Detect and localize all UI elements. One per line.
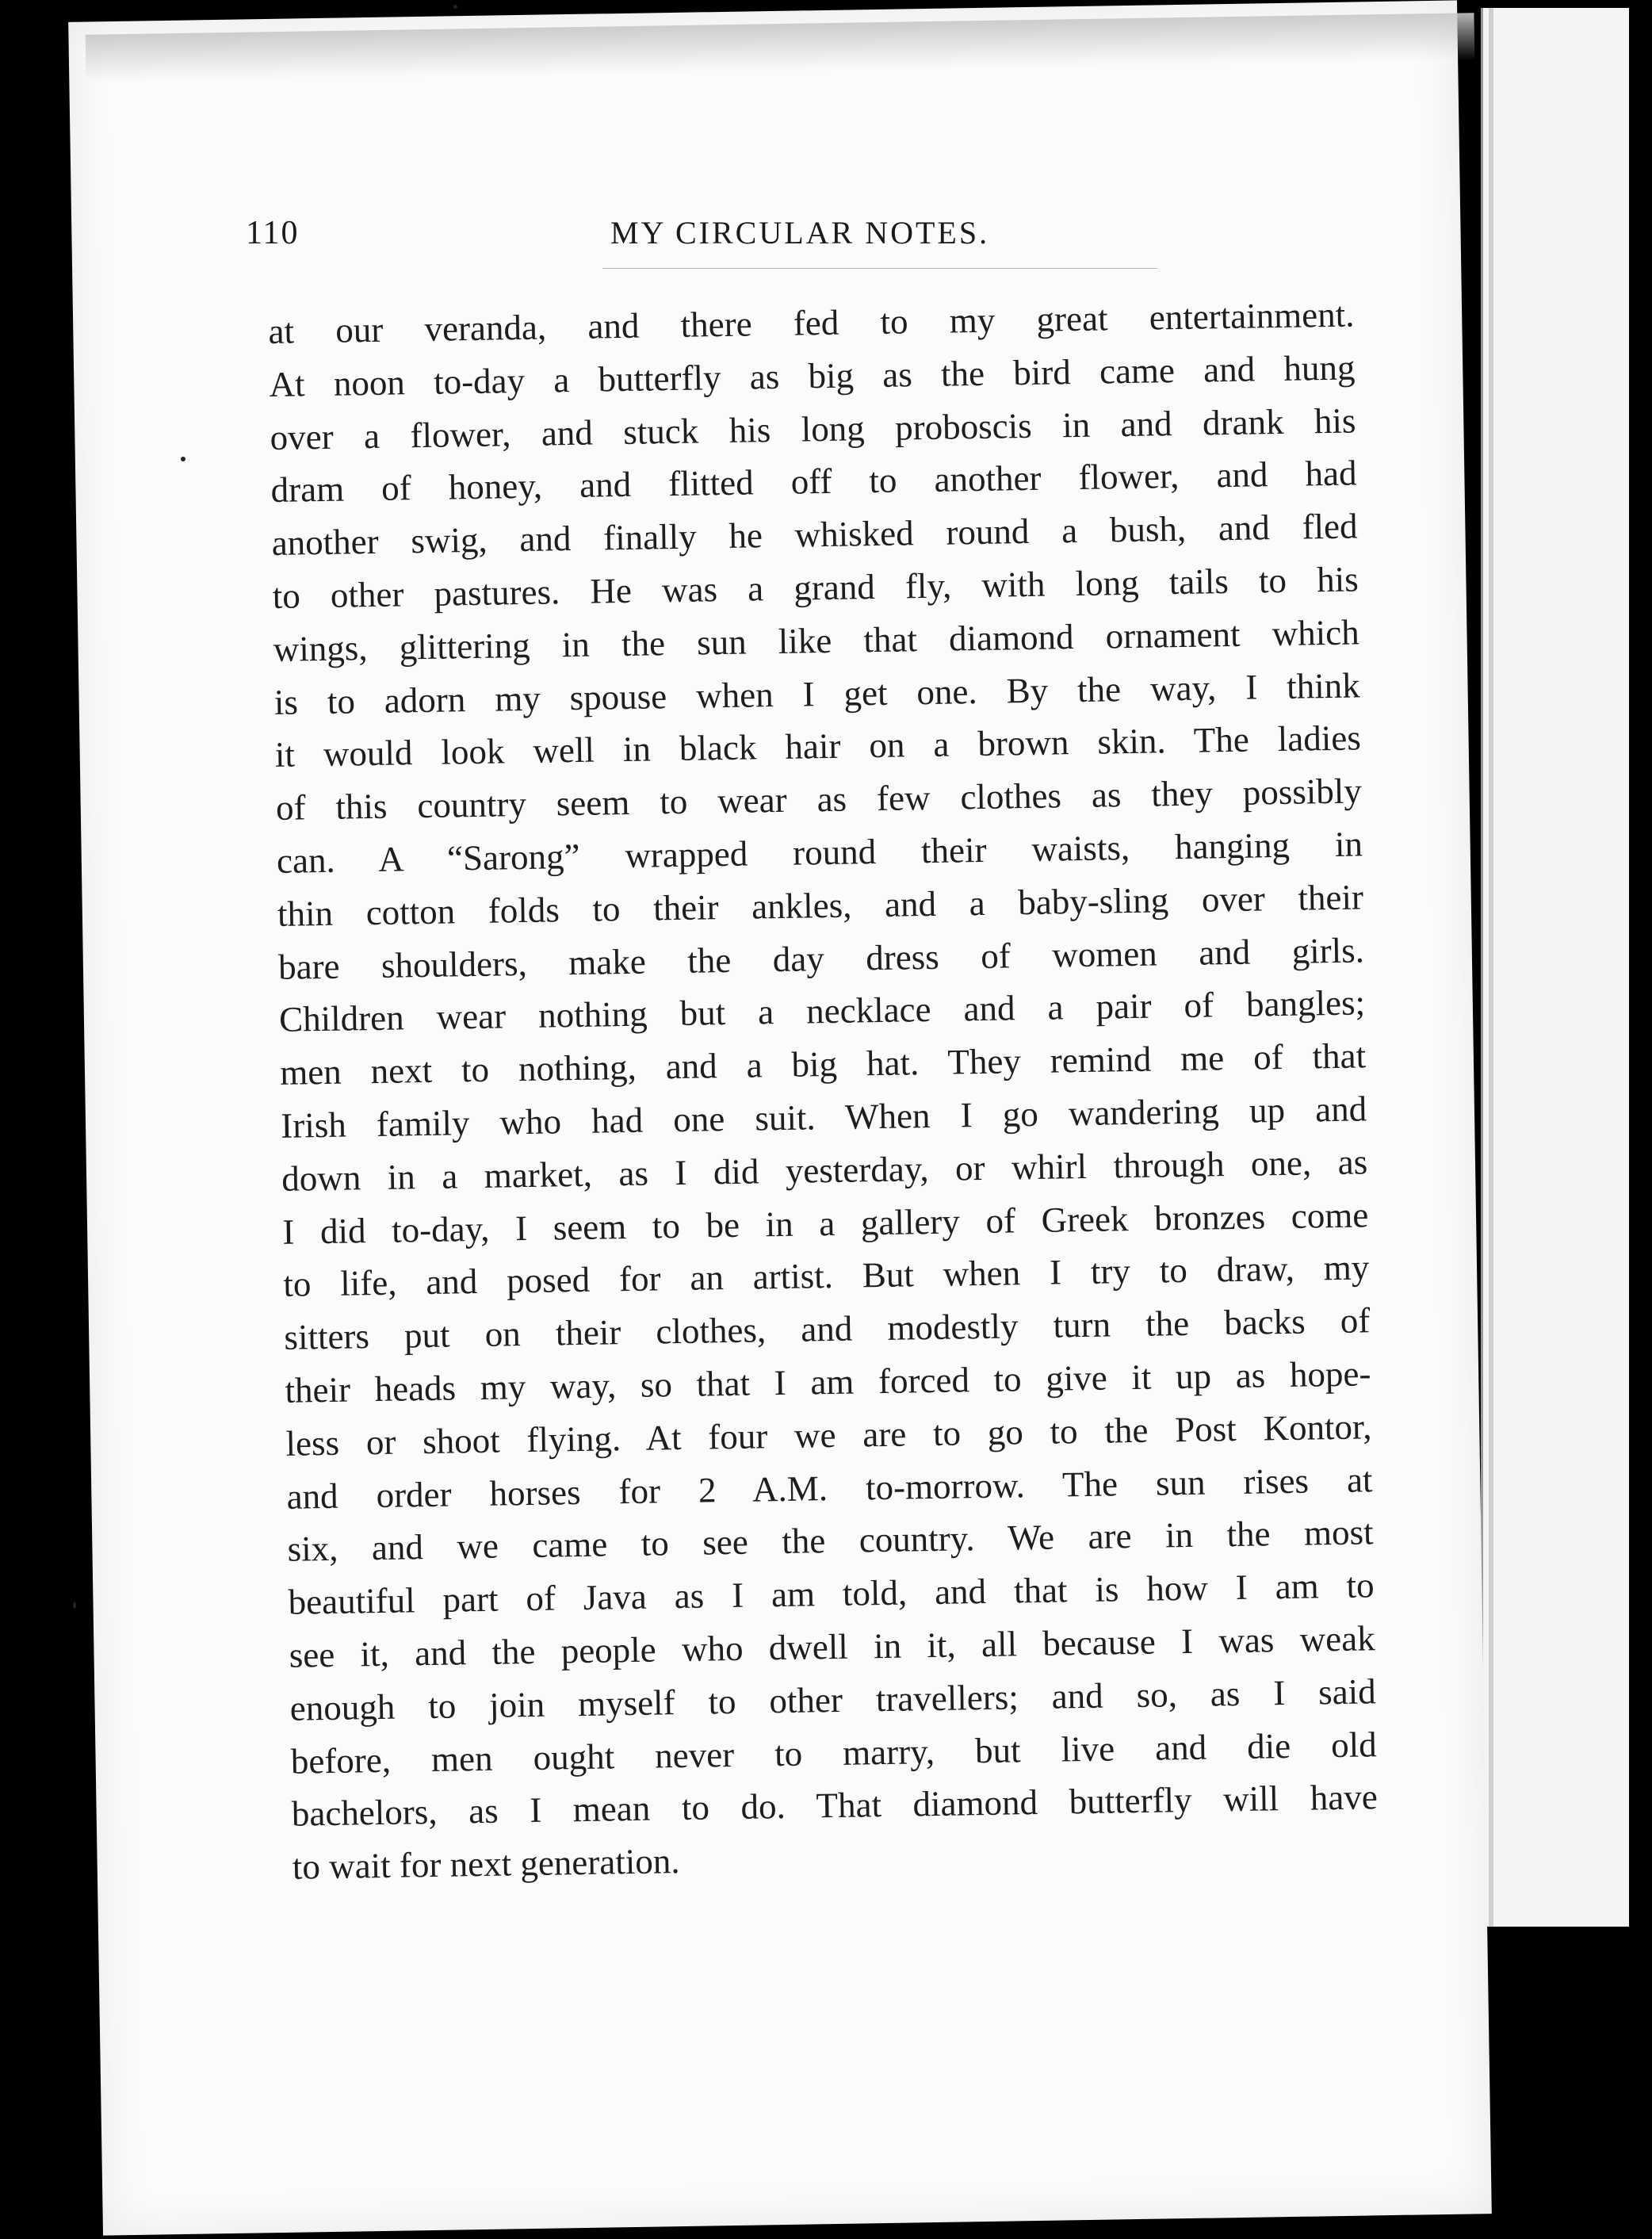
text-line: of this country seem to wear as few clothes as they possibly (275, 771, 1363, 829)
text-line: it would look well in black hair on a brown skin. The ladies (274, 718, 1362, 775)
text-line: beautiful part of Java as I am told, and that is how I am to (288, 1565, 1375, 1622)
text-line: less or shoot flying. At four we are to go to the Post Kontor, (285, 1407, 1372, 1464)
body-text (268, 288, 1379, 1893)
text-line: wings, glittering in the sun like that diamond ornament which (273, 612, 1360, 669)
text-line: to other pastures. He was a grand fly, with long tails to his (272, 559, 1359, 616)
running-title: MY CIRCULAR NOTES. (610, 215, 990, 251)
text-line: Children wear nothing but a necklace and a pair of bangles; (278, 982, 1366, 1040)
text-line: thin cotton folds to their ankles, and a baby-sling over their (277, 877, 1364, 934)
text-line: to wait for next generation. (292, 1841, 680, 1887)
page-gutter-shadow (1489, 8, 1493, 1927)
text-line: bare shoulders, make the day dress of women and girls. (277, 929, 1365, 987)
text-line: men next to nothing, and a big hat. They remind me of that (279, 1035, 1367, 1093)
text-line: see it, and the people who dwell in it, all because I was weak (289, 1618, 1375, 1675)
dust-speck (453, 5, 457, 9)
text-line: Irish family who had one suit. When I go wandering up and (280, 1089, 1367, 1146)
text-line: at our veranda, and there fed to my great entertainment. (268, 294, 1355, 351)
text-line: I did to-day, I seem to be in a gallery of Greek bronzes come (281, 1194, 1369, 1252)
text-line: is to adorn my spouse when I get one. By the way, I think (273, 665, 1361, 722)
text-line: and order horses for 2 A.M. to-morrow. The sun rises at (286, 1459, 1373, 1517)
text-line: sitters put on their clothes, and modestly turn the backs of (284, 1300, 1371, 1357)
dust-speck (181, 457, 185, 461)
page-header (246, 214, 1038, 262)
text-line: dram of honey, and flitted off to another flower, and had (270, 453, 1357, 511)
text-line: enough to join myself to other travellers; and so, as I said (289, 1671, 1377, 1728)
text-line: another swig, and finally he whisked round a bush, and fled (271, 506, 1358, 564)
text-line: At noon to-day a butterfly as big as the bird came and hung (269, 347, 1356, 404)
text-line: to life, and posed for an artist. But when I try to draw, my (283, 1247, 1370, 1305)
text-line: down in a market, as I did yesterday, or whirl through one, as (281, 1142, 1368, 1199)
text-line: over a flower, and stuck his long proboscis in and drank his (270, 400, 1356, 457)
adjacent-page-edge (1481, 8, 1629, 1927)
text-line: bachelors, as I mean to do. That diamond butterfly will have (291, 1777, 1379, 1835)
header-rule (602, 268, 1157, 269)
dust-speck (73, 1602, 76, 1609)
page-number: 110 (246, 215, 300, 251)
text-line: six, and we came to see the country. We are in the most (287, 1512, 1374, 1570)
text-line: can. A “Sarong” wrapped round their waists, hanging in (276, 824, 1363, 881)
text-line: their heads my way, so that I am forced to give it up as hope- (285, 1353, 1371, 1410)
text-line: before, men ought never to marry, but live and die old (290, 1724, 1378, 1782)
